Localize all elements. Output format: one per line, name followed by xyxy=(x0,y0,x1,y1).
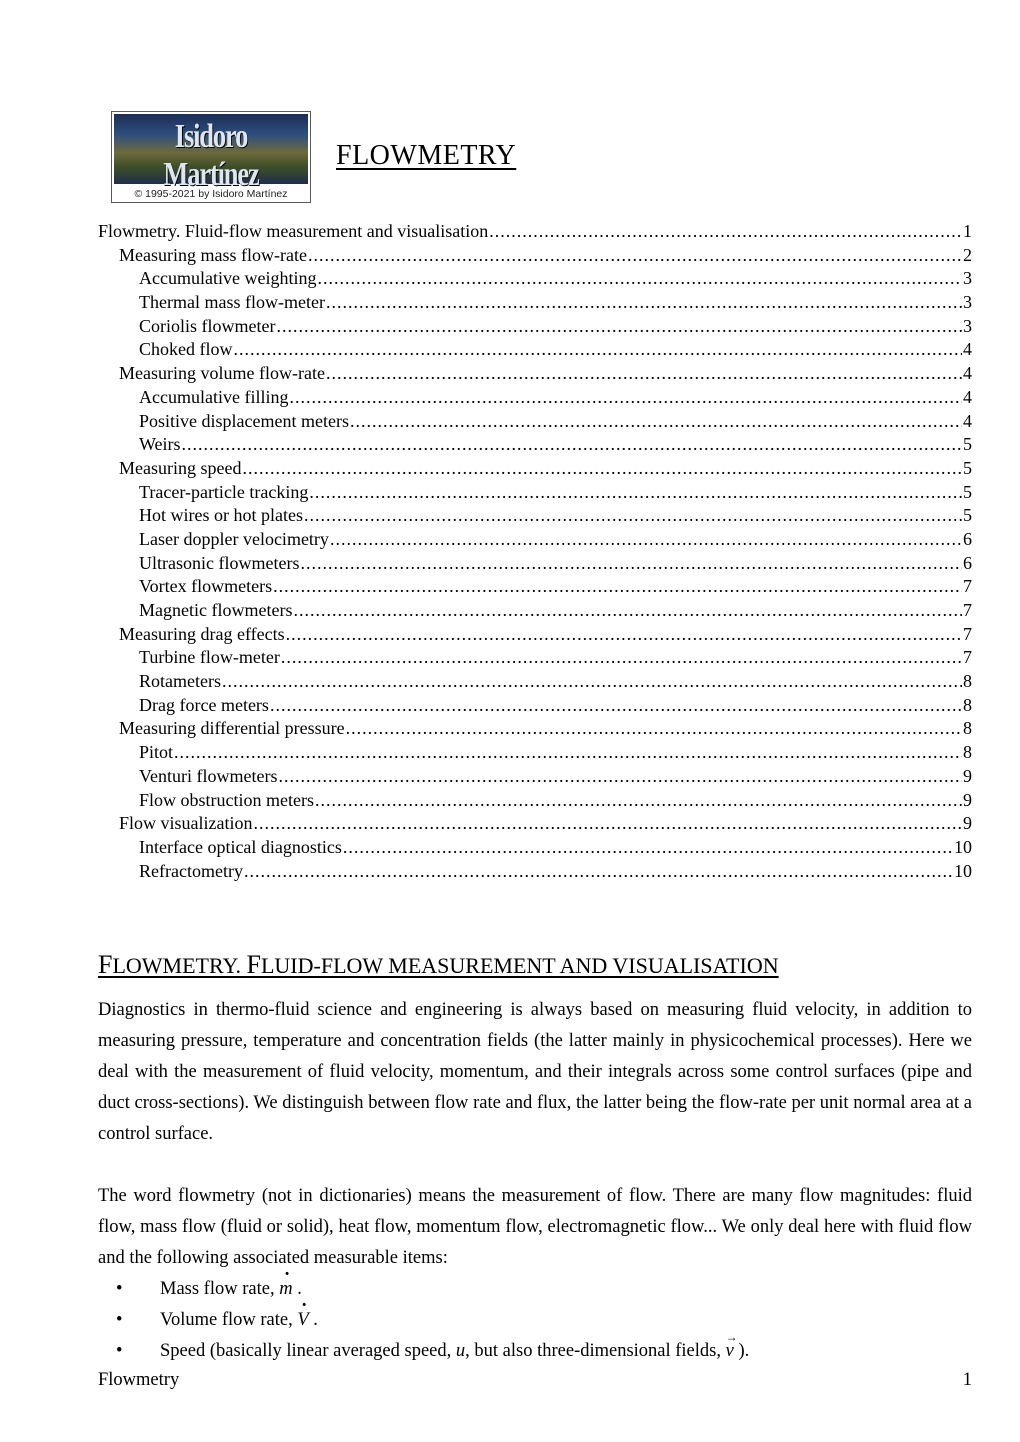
toc-entry[interactable] xyxy=(98,670,972,694)
toc-leader-dots xyxy=(308,244,962,268)
toc-page-number: 7 xyxy=(963,623,972,644)
toc-entry-title: Choked flow xyxy=(139,339,233,360)
toc-leader-dots xyxy=(309,481,962,505)
toc-entry-title: Flowmetry. Fluid-flow measurement and visualisation xyxy=(98,221,489,241)
toc-page-number: 5 xyxy=(963,457,972,478)
toc-entry-title: Accumulative filling xyxy=(139,386,289,407)
measurable-items-list xyxy=(98,1274,972,1367)
toc-leader-dots xyxy=(242,457,962,481)
toc-page-number: 6 xyxy=(963,528,972,549)
toc-entry-title: Drag force meters xyxy=(139,694,269,715)
toc-page-number: 8 xyxy=(963,694,972,715)
toc-entry-title: Refractometry xyxy=(139,860,243,881)
toc-page-number: 5 xyxy=(963,434,972,455)
toc-leader-dots xyxy=(317,267,962,291)
toc-leader-dots xyxy=(182,433,962,457)
toc-leader-dots xyxy=(276,315,962,339)
toc-entry[interactable] xyxy=(98,765,972,789)
toc-leader-dots xyxy=(273,575,962,599)
toc-leader-dots xyxy=(281,646,962,670)
toc-entry-title: Flow visualization xyxy=(119,813,253,834)
toc-entry[interactable] xyxy=(98,836,972,860)
toc-leader-dots xyxy=(315,789,962,813)
list-item: • Speed (basically linear averaged speed, u, but also three-dimensional fields, → v ). xyxy=(98,1336,972,1367)
velocity-vector-symbol: → v xyxy=(726,1336,734,1367)
toc-entry-title: Rotameters xyxy=(139,671,221,692)
toc-entry-title: Coriolis flowmeter xyxy=(139,315,276,336)
toc-page-number: 4 xyxy=(963,339,972,360)
logo-copyright: © 1995-2021 by Isidoro Martínez xyxy=(134,188,288,200)
toc-entry-title: Pitot xyxy=(139,742,174,763)
toc-leader-dots xyxy=(343,836,953,860)
toc-entry-title: Laser doppler velocimetry xyxy=(139,528,329,549)
toc-entry[interactable] xyxy=(98,291,972,315)
toc-page-number: 1 xyxy=(963,221,972,241)
section-heading: FLOWMETRY. FLUID-FLOW MEASUREMENT AND VISUALISATION xyxy=(98,950,779,979)
footer-title: Flowmetry xyxy=(98,1370,180,1390)
toc-entry-title: Weirs xyxy=(139,434,181,455)
toc-page-number: 8 xyxy=(963,718,972,739)
toc-entry[interactable] xyxy=(98,244,972,268)
toc-leader-dots xyxy=(293,599,962,623)
toc-entry-title: Measuring speed xyxy=(119,457,242,478)
toc-page-number: 5 xyxy=(963,505,972,526)
toc-entry[interactable] xyxy=(98,789,972,813)
toc-entry[interactable] xyxy=(98,433,972,457)
toc-entry[interactable] xyxy=(98,741,972,765)
document-title: FLOWMETRY xyxy=(336,140,517,171)
toc-page-number: 3 xyxy=(963,268,972,289)
toc-entry-title: Accumulative weighting xyxy=(139,268,317,289)
toc-entry-title: Tracer-particle tracking xyxy=(139,481,309,502)
toc-entry[interactable] xyxy=(98,575,972,599)
toc-entry[interactable] xyxy=(98,386,972,410)
toc-entry-title: Measuring mass flow-rate xyxy=(119,244,307,265)
toc-page-number: 3 xyxy=(963,292,972,313)
toc-entry-title: Interface optical diagnostics xyxy=(139,836,342,857)
toc-page-number: 5 xyxy=(963,481,972,502)
toc-leader-dots xyxy=(289,386,962,410)
toc-page-number: 4 xyxy=(963,386,972,407)
author-logo xyxy=(111,111,311,203)
toc-page-number: 7 xyxy=(963,576,972,597)
toc-leader-dots xyxy=(286,623,962,647)
toc-entry-title: Vortex flowmeters xyxy=(139,576,273,597)
toc-entry[interactable] xyxy=(98,528,972,552)
toc-leader-dots xyxy=(326,362,962,386)
toc-leader-dots xyxy=(278,765,962,789)
toc-leader-dots xyxy=(489,220,962,244)
toc-leader-dots xyxy=(244,860,953,884)
definition-paragraph: The word flowmetry (not in dictionaries) means the measurement of flow. There are many flow magnitudes: fluid flow, mass flow (fluid or solid), heat flow, momentum flow, electromagnetic flow... We only deal here with fluid flow and the following associated measurable items: xyxy=(98,1186,972,1268)
toc-entry[interactable] xyxy=(98,457,972,481)
logo-name: Isidoro Martínez xyxy=(163,118,259,193)
toc-entry[interactable] xyxy=(98,599,972,623)
toc-entry-title: Flow obstruction meters xyxy=(139,789,314,810)
toc-leader-dots xyxy=(254,812,963,836)
list-item: • Mass flow rate, · m . xyxy=(98,1274,972,1305)
toc-page-number: 4 xyxy=(963,410,972,431)
toc-entry-title: Positive displacement meters xyxy=(139,410,349,431)
toc-leader-dots xyxy=(222,670,962,694)
toc-entry[interactable] xyxy=(98,410,972,434)
toc-entry-title: Ultrasonic flowmeters xyxy=(139,552,300,573)
toc-leader-dots xyxy=(270,694,962,718)
page-number: 1 xyxy=(962,1370,972,1390)
toc-entry[interactable] xyxy=(98,362,972,386)
toc-entry-title: Turbine flow-meter xyxy=(139,647,280,668)
toc-leader-dots xyxy=(326,291,962,315)
bullet-icon: • xyxy=(116,1279,123,1299)
toc-entry-title: Measuring differential pressure xyxy=(119,718,345,739)
toc-leader-dots xyxy=(350,410,962,434)
page-footer xyxy=(98,1370,972,1391)
bullet-icon: • xyxy=(116,1341,123,1361)
toc-entry[interactable] xyxy=(98,860,972,884)
toc-entry[interactable] xyxy=(98,481,972,505)
toc-entry[interactable] xyxy=(98,646,972,670)
mass-flow-symbol: · m xyxy=(279,1274,292,1305)
toc-entry-title: Magnetic flowmeters xyxy=(139,600,293,620)
toc-leader-dots xyxy=(174,741,962,765)
toc-entry-title: Measuring volume flow-rate xyxy=(119,363,325,384)
speed-symbol: u xyxy=(455,1341,466,1361)
toc-entry[interactable] xyxy=(98,220,972,244)
toc-entry[interactable] xyxy=(98,717,972,741)
toc-entry-title: Hot wires or hot plates xyxy=(139,505,303,526)
toc-page-number: 10 xyxy=(954,860,972,881)
toc-page-number: 4 xyxy=(963,363,972,384)
toc-entry[interactable] xyxy=(98,315,972,339)
intro-paragraph: Diagnostics in thermo-fluid science and engineering is always based on measuring fluid velocity, in addition to measuring pressure, temperature and concentration fields (the latter mainly in physicochemical processes). Here we deal with the measurement of fluid velocity, momentum, and their integrals across some control surfaces (pipe and duct cross-sections). We distinguish between flow rate and flux, the latter being the flow-rate per unit normal area at a control surface. xyxy=(98,1000,972,1144)
toc-leader-dots xyxy=(234,338,963,362)
toc-entry[interactable] xyxy=(98,267,972,291)
toc-page-number: 10 xyxy=(954,836,972,857)
volume-flow-symbol: · V xyxy=(297,1305,308,1336)
toc-entry-title: Venturi flowmeters xyxy=(139,765,278,786)
toc-page-number: 9 xyxy=(963,789,972,810)
toc-page-number: 6 xyxy=(963,552,972,573)
toc-entry[interactable] xyxy=(98,504,972,528)
toc-entry-title: Measuring drag effects xyxy=(119,623,285,644)
toc-leader-dots xyxy=(330,528,962,552)
toc-leader-dots xyxy=(300,552,962,576)
toc-entry[interactable] xyxy=(98,338,972,362)
toc-leader-dots xyxy=(304,504,962,528)
list-item: • Volume flow rate, · V . xyxy=(98,1305,972,1336)
toc-page-number: 3 xyxy=(963,315,972,336)
toc-page-number: 8 xyxy=(963,671,972,692)
toc-entry[interactable] xyxy=(98,623,972,647)
toc-page-number: 2 xyxy=(963,244,972,265)
toc-page-number: 9 xyxy=(963,813,972,834)
toc-leader-dots xyxy=(346,717,962,741)
toc-entry[interactable] xyxy=(98,812,972,836)
toc-page-number: 8 xyxy=(963,742,972,763)
toc-entry-title: Thermal mass flow-meter xyxy=(139,292,325,313)
toc-page-number: 7 xyxy=(963,600,972,620)
bullet-icon: • xyxy=(116,1310,123,1330)
table-of-contents xyxy=(98,220,972,883)
toc-entry[interactable] xyxy=(98,694,972,718)
toc-page-number: 7 xyxy=(963,647,972,668)
toc-page-number: 9 xyxy=(963,765,972,786)
toc-entry[interactable] xyxy=(98,552,972,576)
